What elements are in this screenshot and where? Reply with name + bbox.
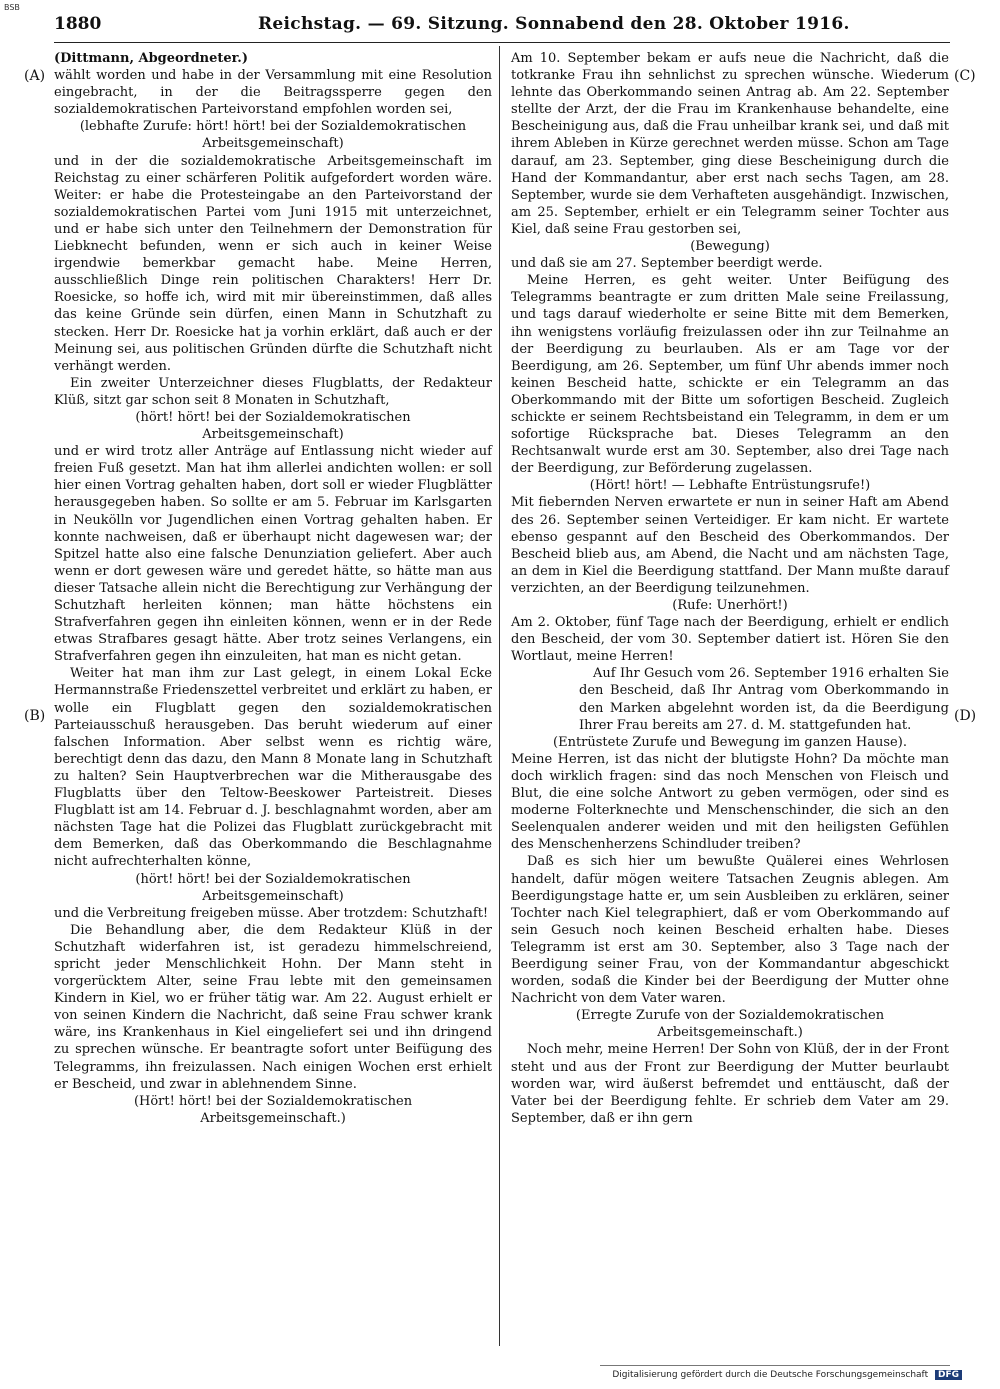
margin-marker-a: (A): [24, 68, 46, 84]
left-interjection: (Hört! hört! bei der Sozialdemokratischen Arbeitsgemeinschaft.): [133, 1093, 413, 1126]
right-interjection: (Entrüstete Zurufe und Bewegung im ganzen Hause).: [553, 734, 907, 750]
footer-text: Digitalisierung gefördert durch die Deutsche Forschungsgemeinschaft: [612, 1370, 929, 1380]
left-continuation: wählt worden und habe in der Versammlung mit eine Resolution eingebracht, in der die Beitragssperre gegen den sozialdemokratischen Parteivorstand empfohlen worden sei,: [54, 68, 492, 118]
right-para: Noch mehr, meine Herren! Der Sohn von Klüß, der in der Front steht und aus der Front zur Beerdigung der Mutter beurlaubt worden war, wird äußerst befremdet und enttäuscht, daß der Vater bei der Beerdigung fehlte. Er schrieb dem Vater am 29. September, daß er ihn gern: [511, 1042, 949, 1126]
left-continuation: und die Verbreitung freigeben müsse. Aber trotzdem: Schutzhaft!: [54, 905, 489, 921]
left-speaker: (Dittmann, Abgeordneter.): [54, 51, 248, 66]
right-quote: Auf Ihr Gesuch vom 26. September 1916 erhalten Sie den Bescheid, daß Ihr Antrag vom Oberkommando in den Marken abgelehnt worden ist, da die Beerdigung Ihrer Frau bereits am 27. d. M. stattgefunden hat.: [579, 666, 949, 733]
running-head: Reichstag. — 69. Sitzung. Sonnabend den 28. Oktober 1916.: [258, 14, 850, 34]
left-interjection: (hört! hört! bei der Sozialdemokratischen Arbeitsgemeinschaft): [135, 409, 411, 443]
left-column: [54, 50, 492, 1127]
footer-rule: [600, 1365, 950, 1366]
right-interjection: (Hört! hört! — Lebhafte Entrüstungsrufe!): [589, 478, 871, 494]
column-divider: [499, 46, 500, 1346]
right-continuation: Am 2. Oktober, fünf Tage nach der Beerdigung, erhielt er endlich den Bescheid, der vom 30. September datiert ist. Hören Sie den Wortlaut, meine Herren!: [511, 615, 949, 665]
left-continuation: und in der die sozialdemokratische Arbeitsgemeinschaft im Reichstag zu einer schärferen Politik aufgefordert worden wäre. Weiter: er habe die Protesteingabe an den Parteivorstand der sozialdemokratischen Partei vom Juni 1915 mit unterzeichnet, und er habe sich unter den Teilnehmern der Demonstration für Liebknecht befunden, wenn er sich auch in keiner Weise irgendwie bemerkbar gemacht habe. Meine Herren, ausschließlich Dinge rein politischen Charakters! Herr Dr. Roesicke, so hoffe ich, wird mit mir übereinstimmen, daß alles das keine Gründe sein dürfen, einen Mann in Schutzhaft zu stecken. Herr Dr. Roesicke hat ja vorhin erklärt, daß auch er der Meinung sei, aus politischen Gründen dürfte die Schutzhaft nicht verhängt werden.: [54, 153, 492, 374]
right-para: Meine Herren, es geht weiter. Unter Beifügung des Telegramms beantragte er zum dritten Male seine Freilassung, und tags darauf wiederholte er seine Bitte mit dem Bemerken, ihn wenigstens vorläufig freizulassen oder ihn zur Teilnahme an der Beerdigung zu beurlauben. Als er am Tage vor der Beerdigung, am 26. September, um fünf Uhr abends immer noch keinen Bescheid hatte, schickte er ein Telegramm an das Oberkommando mit der Bitte um sofortigen Bescheid. Zugleich schickte er seinem Rechtsbeistand ein Telegramm, in dem er um sofortige Rücksprache bat. Dieses Telegramm an den Rechtsanwalt wurde erst am 30. September, also drei Tage nach der Beerdigung, zur Beförderung zugelassen.: [511, 273, 949, 477]
library-mark: BSB: [4, 3, 20, 12]
dfg-logo: DFG: [935, 1370, 962, 1380]
left-continuation: und er wird trotz aller Anträge auf Entlassung nicht wieder auf freien Fuß gesetzt. Man hat ihm allerlei andichten wollen: er soll hier einen Vortrag gehalten haben, dort soll er wieder Flugblätter herausgegeben haben. So sollte er am 5. Februar im Karlsgarten in Neukölln vor Jugendlichen einen Vortrag gehalten haben. Er konnte nachweisen, daß er überhaupt nicht dagewesen war; der Spitzel hatte also eine falsche Denunziation geliefert. Aber auch wenn er dort gewesen wäre und geredet hätte, so hätte man aus dieser Tatsache allein nicht die Berechtigung zur Verhängung der Schutzhaft herleiten können; man hätte höchstens ein Strafverfahren gegen ihn einleiten können, wenn er in der Rede etwas Strafbares gesagt hätte. Aber trotz seines Verlangens, ein Strafverfahren gegen ihn einzuleiten, hat man es nicht getan.: [54, 444, 492, 665]
left-para: Ein zweiter Unterzeichner dieses Flugblatts, der Redakteur Klüß, sitzt gar schon seit 8 Monaten in Schutzhaft,: [54, 375, 492, 408]
left-interjection: (hört! hört! bei der Sozialdemokratischen Arbeitsgemeinschaft): [135, 871, 411, 904]
right-continuation: Meine Herren, ist das nicht der blutigste Hohn? Da möchte man doch wirklich fragen: sind das noch Menschen von Fleisch und Blut, die eine solche Antwort zu geben vermögen, oder sind es moderne Folterknechte und Menschenschinder, die sich an den Seelenqualen anderer weiden und mit den heiligsten Gefühlen des Menschenherzens Schindluder treiben?: [511, 751, 949, 853]
left-interjection: (lebhafte Zurufe: hört! hört! bei der Sozialdemokratischen Arbeitsgemeinschaft): [79, 119, 467, 152]
right-interjection: (Bewegung): [690, 239, 770, 255]
header-rule: [54, 42, 950, 43]
right-interjection: (Erregte Zurufe von der Sozialdemokratischen Arbeitsgemeinschaft.): [575, 1008, 885, 1041]
left-para: Weiter hat man ihm zur Last gelegt, in einem Lokal Ecke Hermannstraße Friedenszettel verbreitet und erklärt zu haben, er wolle ein Flugblatt gegen den sozialdemokratischen Parteiausschuß herausgeben. Das beruht wiederum auf einer falschen Information. Aber selbst wenn es richtig wäre, berechtigt denn das dazu, den Mann 8 Monate lang in Schutzhaft zu halten? Sein Hauptverbrechen war die Mitherausgabe des Flugblatts über den Teltow-Beeskower Parteistreit. Dieses Flugblatt ist am 14. Februar d. J. beschlagnahmt worden, aber am nächsten Tage hat die Polizei das Flugblatt zurückgebracht mit dem Bemerken, daß das Oberkommando die Beschlagnahme nicht aufrechterhalten könne,: [54, 666, 492, 870]
margin-marker-c: (C): [954, 68, 976, 84]
right-para: Daß es sich hier um bewußte Quälerei eines Wehrlosen handelt, dafür mögen weitere Tatsachen Zeugnis ablegen. Am Beerdigungstage hatte er, um sein Ausbleiben zu erklären, seiner Tochter nach Kiel telegraphiert, daß er vom Oberkommando auf sein Gesuch noch keinen Bescheid erhalten habe. Dieses Telegramm ist erst am 30. September, also 3 Tage nach der Beerdigung seiner Frau, von der Kommandantur abgeschickt worden, sodaß die Kinder bei der Beerdigung der Mutter ohne Nachricht von dem Vater waren.: [511, 854, 949, 1007]
right-continuation: Am 10. September bekam er aufs neue die Nachricht, daß die totkranke Frau ihn sehnlichst zu sprechen wünsche. Wiederum lehnte das Oberkommando seinen Antrag ab. Am 22. September stellte der Arzt, der die Frau im Krankenhause behandelte, eine Bescheinigung aus, daß die Frau unheilbar krank sei, und daß mit ihrem Ableben in Kürze gerechnet werden müsse. Schon am Tage darauf, am 23. September, ging diese Bescheinigung durch die Hand der Kommandantur, aber erst nach sechs Tagen, am 28. September, wurde sie dem Verhafteten ausgehändigt. Inzwischen, am 25. September, erhielt er ein Telegramm seiner Tochter aus Kiel, daß seine Frau gestorben sei,: [511, 51, 949, 237]
right-column: [511, 50, 949, 1127]
right-continuation: und daß sie am 27. September beerdigt werde.: [511, 256, 823, 272]
page-number: 1880: [54, 14, 102, 34]
left-para: Die Behandlung aber, die dem Redakteur Klüß in der Schutzhaft widerfahren ist, ist geradezu himmelschreiend, spricht jeder Menschlichkeit Hohn. Der Mann steht in vorgerücktem Alter, seine Frau lebte mit den gemeinsamen Kindern in Kiel, wo er früher tätig war. Am 22. August erhielt er von seinen Kindern die Nachricht, daß seine Frau schwer krank wäre, ins Krankenhaus in Kiel eingeliefert sei und ihn dringend zu sprechen wünsche. Er beantragte sofort unter Beifügung des Telegramms, ihn freizulassen. Nach einigen Wochen erst erhielt er Bescheid, und zwar in ablehnendem Sinne.: [54, 922, 492, 1092]
margin-marker-b: (B): [24, 708, 46, 724]
margin-marker-d: (D): [954, 708, 977, 724]
footer: [612, 1370, 962, 1380]
right-interjection: (Rufe: Unerhört!): [672, 598, 788, 613]
right-continuation: Mit fiebernden Nerven erwartete er nun in seiner Haft am Abend des 26. September seinen Verteidiger. Er kam nicht. Er wartete ebenso gespannt auf den Bescheid des Oberkommandos. Der Bescheid blieb aus, am Abend, die Nacht und am nächsten Tage, an dem in Kiel die Beerdigung stattfand. Der Mann mußte darauf verzichten, an der Beerdigung teilzunehmen.: [511, 495, 949, 596]
